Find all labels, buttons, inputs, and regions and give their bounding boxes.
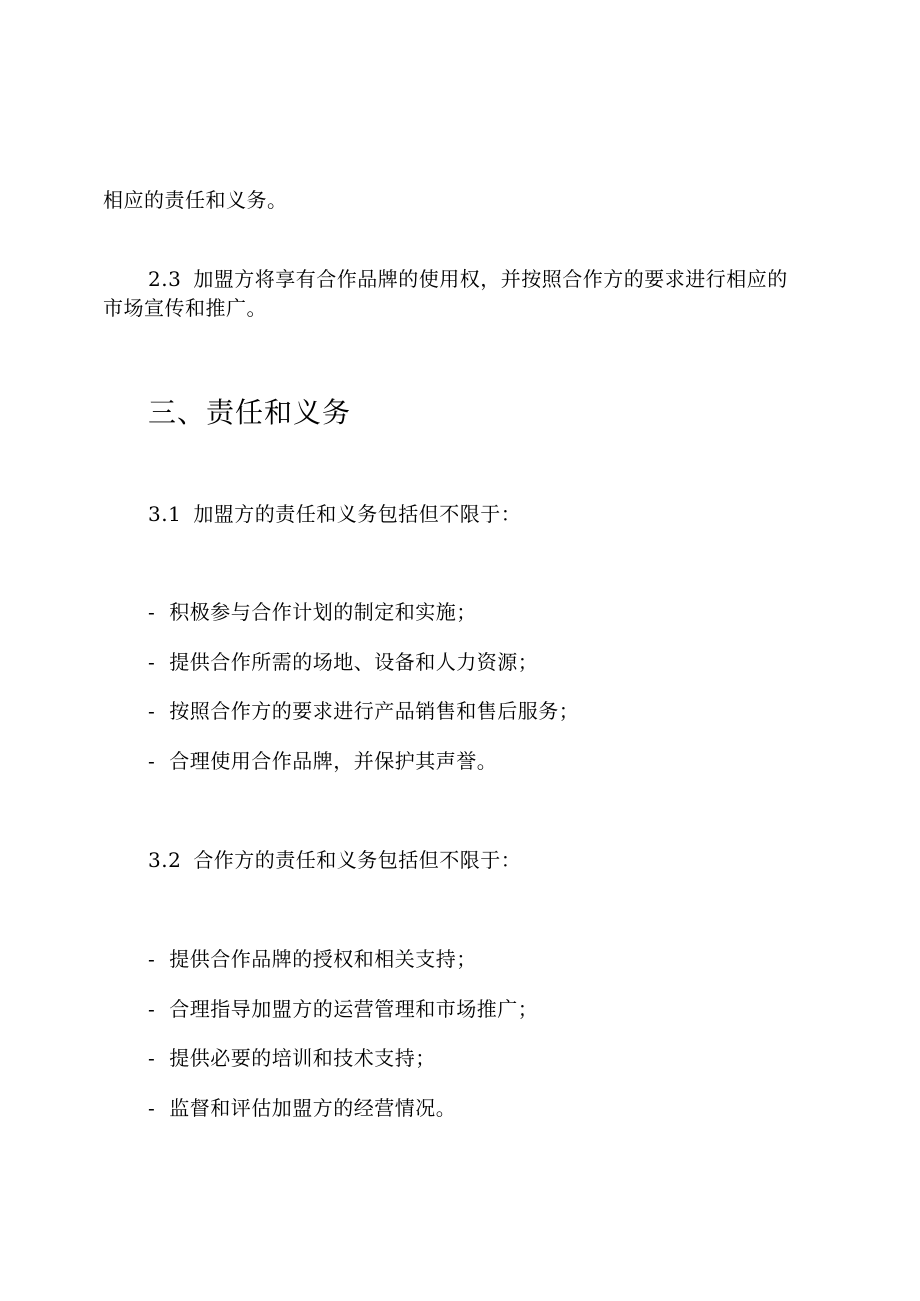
bullet-dash: - [148,997,156,1021]
section-heading [148,393,351,433]
item-number: 3.1 [148,502,182,526]
item-text: 市场宣传和推广。 [103,296,267,320]
section-title: 三、责任和义务 [148,396,352,429]
list-item-text: 提供必要的培训和技术支持； [169,1046,436,1070]
paragraph-continuation [103,185,288,215]
bullet-dash: - [148,1096,156,1120]
bullet-dash: - [148,600,156,624]
item-number: 3.2 [148,848,182,872]
list-item [148,696,579,726]
continuation-text: 相应的责任和义务。 [103,188,288,212]
item-text: 合作方的责任和义务包括但不限于： [193,848,522,872]
bullet-dash: - [148,699,156,723]
list-item [148,994,538,1024]
item-2-3-line2 [103,293,267,323]
bullet-dash: - [148,650,156,674]
list-item-text: 合理使用合作品牌，并保护其声誉。 [169,749,498,773]
list-item-text: 提供合作所需的场地、设备和人力资源； [169,650,539,674]
list-item-text: 积极参与合作计划的制定和实施； [169,600,477,624]
list-item-text: 按照合作方的要求进行产品销售和售后服务； [169,699,580,723]
list-item-text: 合理指导加盟方的运营管理和市场推广； [169,997,539,1021]
item-3-1 [148,499,521,529]
list-item [148,1093,456,1123]
item-text: 加盟方的责任和义务包括但不限于： [193,502,522,526]
list-item [148,597,477,627]
bullet-dash: - [148,1046,156,1070]
item-3-2 [148,845,521,875]
item-number: 2.3 [148,267,182,291]
list-item [148,1043,436,1073]
list-item [148,746,497,776]
item-2-3-line1 [148,264,788,294]
list-item [148,647,538,677]
bullet-dash: - [148,749,156,773]
list-item-text: 提供合作品牌的授权和相关支持； [169,947,477,971]
list-item [148,944,477,974]
item-text: 加盟方将享有合作品牌的使用权，并按照合作方的要求进行相应的 [193,267,788,291]
bullet-dash: - [148,947,156,971]
list-item-text: 监督和评估加盟方的经营情况。 [169,1096,457,1120]
